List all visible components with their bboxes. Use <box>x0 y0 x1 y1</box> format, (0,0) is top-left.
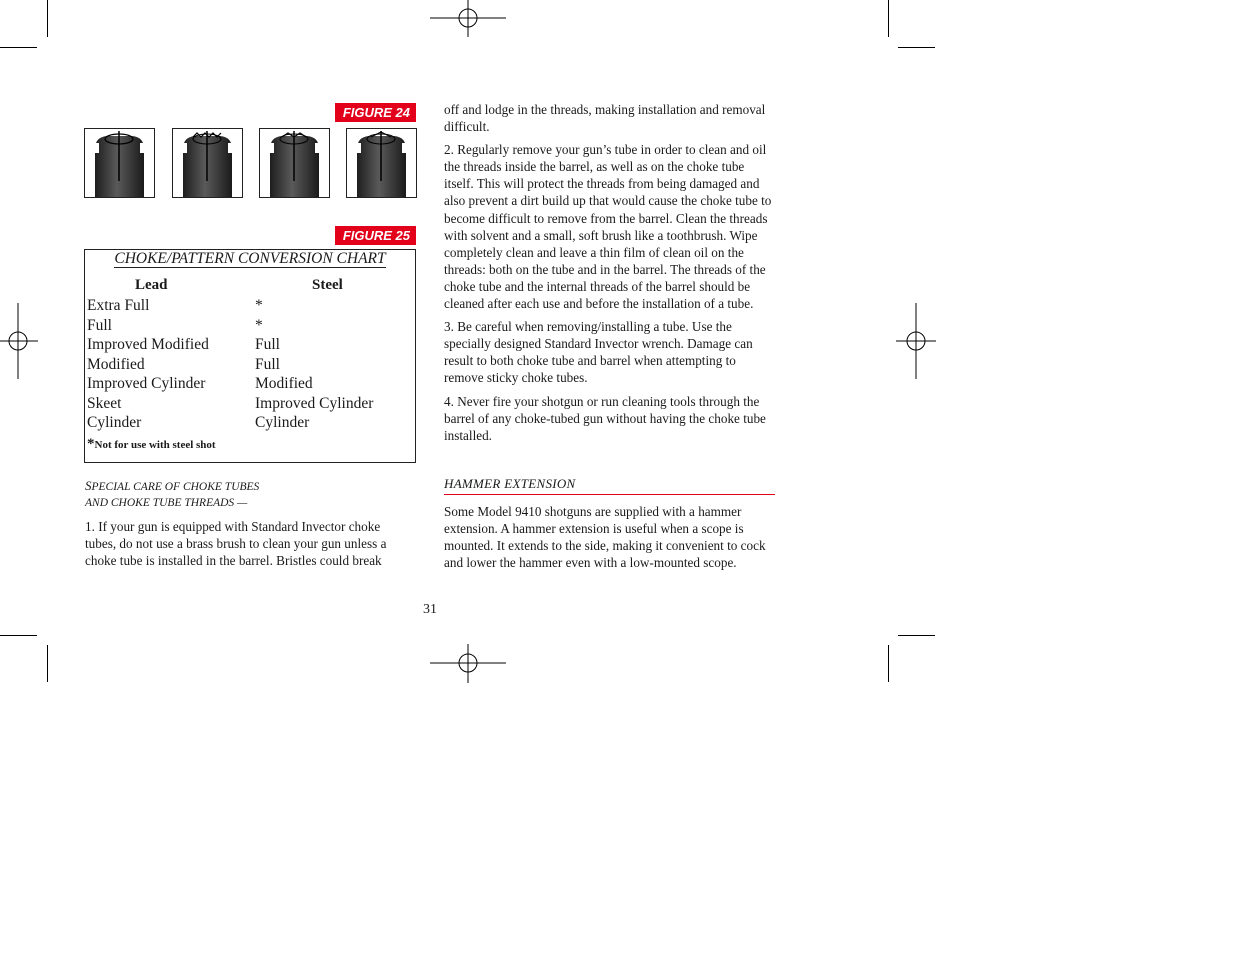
chart-row-lead: Extra Full <box>87 297 150 314</box>
registration-mark-bottom <box>430 644 506 684</box>
paragraph-2: 2. Regularly remove your gun’s tube in order to clean and oil the threads inside the barrel, as well as on the choke tube itself. This will protect the threads from being damaged and also prevent a dirt build up that would cause the choke tube to become difficult to remove from the barrel. Clean the threads with solvent and a small, soft brush like a toothbrush. Wipe completely clean and leave a thin film of clean oil on the threads: both on the tube and in the barrel. The threads of the choke tube and the internal threads of the barrel should be cleaned after each use and before the installation of a tube. <box>444 142 772 312</box>
figure-25-label: FIGURE 25 <box>335 226 416 245</box>
choke-tube-photo-modified <box>259 128 330 198</box>
chart-row-steel: Improved Cylinder <box>255 394 374 412</box>
lead-column-header: Lead <box>135 277 168 293</box>
chart-row-lead: Modified <box>87 355 145 373</box>
hammer-extension-text: Some Model 9410 shotguns are supplied with a hammer extension. A hammer extension is useful when a scope is mounted. It extends to the side, making it convenient to cock and lower the hammer even with a low-mounted scope. <box>444 504 766 571</box>
chart-row-steel: * <box>255 297 263 314</box>
special-care-heading: SPECIAL CARE OF CHOKE TUBES AND CHOKE TUBE THREADS — <box>85 478 260 509</box>
right-column-text <box>444 101 777 444</box>
chart-title: CHOKE/PATTERN CONVERSION CHART <box>114 250 386 267</box>
paragraph-3: 3. Be careful when removing/installing a tube. Use the specially designed Standard Invector wrench. Damage can result to both choke tube and barrel when attempting to remove sticky choke tubes. <box>444 319 753 386</box>
chart-footnote: *Not for use with steel shot <box>87 436 216 452</box>
chart-row-steel: Full <box>255 355 280 373</box>
registration-mark-top <box>430 0 506 38</box>
chart-row-lead: Skeet <box>87 394 122 412</box>
chart-row-lead: Full <box>87 316 112 334</box>
page-number: 31 <box>423 602 437 617</box>
chart-row-lead: Cylinder <box>87 414 142 431</box>
figure-24-label: FIGURE 24 <box>335 103 416 122</box>
steel-column-header: Steel <box>312 277 343 293</box>
choke-tube-photo-improved-cylinder <box>346 128 417 198</box>
chart-row-steel: Cylinder <box>255 414 310 431</box>
choke-tube-photo-full <box>172 128 243 198</box>
choke-tube-photo-extra-full <box>84 128 155 198</box>
chart-row-steel: * <box>255 316 263 334</box>
chart-row-steel: Modified <box>255 375 313 392</box>
paragraph-4: 4. Never fire your shotgun or run cleaning tools through the barrel of any choke-tubed gun without having the choke tube installed. <box>444 393 766 443</box>
paragraph-continued: off and lodge in the threads, making installation and removal difficult. <box>444 102 766 135</box>
choke-conversion-chart <box>84 249 416 463</box>
left-column-paragraph: 1. If your gun is equipped with Standard Invector choke tubes, do not use a brass brush to clean your gun unless a choke tube is installed in the barrel. Bristles could break <box>85 519 387 569</box>
registration-mark-left <box>0 303 40 379</box>
chart-row-steel: Full <box>255 336 280 353</box>
chart-row-lead: Improved Modified <box>87 336 209 353</box>
chart-row-lead: Improved Cylinder <box>87 375 206 392</box>
registration-mark-right <box>896 303 936 379</box>
hammer-extension-heading: HAMMER EXTENSION <box>444 476 775 495</box>
